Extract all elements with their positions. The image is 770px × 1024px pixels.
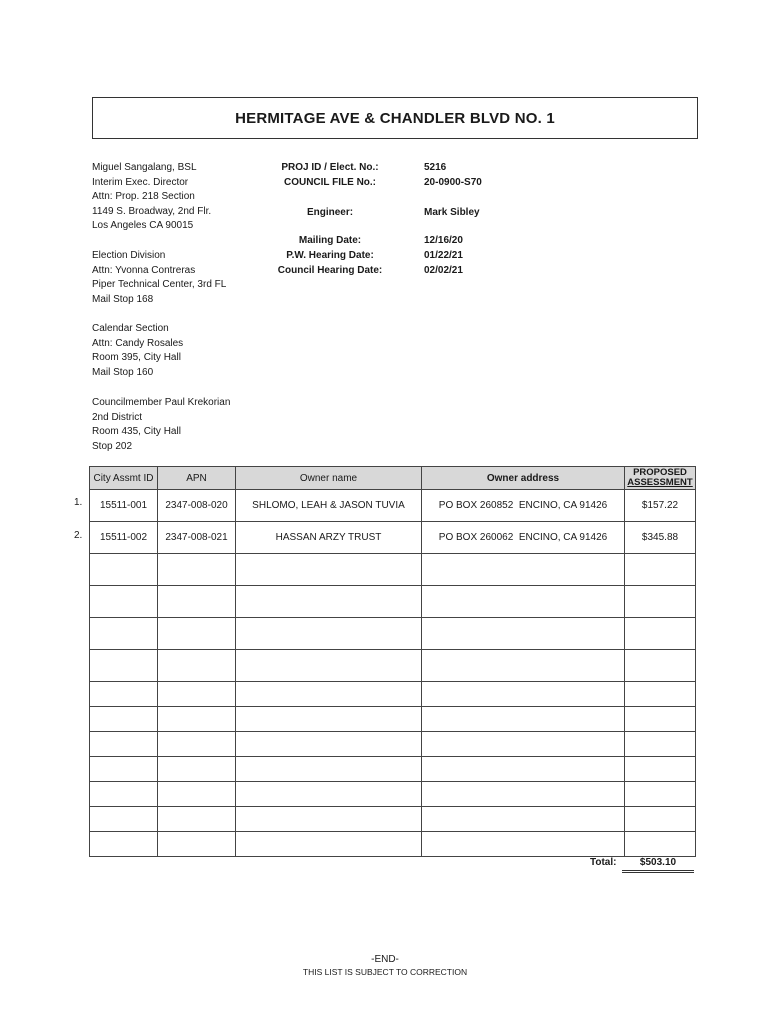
header-city-assmt-id: City Assmt ID [90,467,158,490]
table-row [90,522,696,554]
address-line: Interim Exec. Director [92,176,189,188]
cell-assessment: $157.22 [625,490,696,522]
header-owner-address-text: Owner address [486,472,560,484]
address-line: Stop 202 [92,440,133,452]
table-row-empty [90,618,696,650]
cell-owner-name: HASSAN ARZY TRUST [236,522,422,554]
table-row-empty [90,707,696,732]
header-proposed-assessment [625,467,696,490]
address-block-director [92,161,211,234]
total-value: $503.10 [622,857,694,873]
council-file-label: COUNCIL FILE No.: [283,177,377,188]
table-row [90,490,696,522]
proj-id-value: 5216 [424,162,447,173]
address-line: Attn: Yvonna Contreras [92,264,196,276]
council-file-value: 20-0900-S70 [424,177,482,188]
table-row-empty [90,807,696,832]
engineer-value: Mark Sibley [424,207,480,218]
table-row-empty [90,650,696,682]
table-row-empty [90,782,696,807]
address-line: Room 395, City Hall [92,352,181,364]
address-line: Councilmember Paul Krekorian [92,397,231,408]
engineer-label: Engineer: [306,207,354,218]
address-line: 1149 S. Broadway, 2nd Flr. [92,205,212,217]
table-row-empty [90,757,696,782]
council-hearing-value: 02/02/21 [424,265,463,276]
header-apn: APN [158,467,236,490]
cell-assessment: $345.88 [625,522,696,554]
address-line: 2nd District [92,411,143,423]
header-proposed-line1: PROPOSED [633,467,687,478]
mailing-date-label: Mailing Date: [298,235,362,246]
cell-owner-name: SHLOMO, LEAH & JASON TUVIA [236,490,422,522]
table-row-empty [90,732,696,757]
table-row-empty [90,832,696,857]
address-line: Election Division [92,250,166,261]
row-number: 1. [74,497,83,508]
pw-hearing-label: P.W. Hearing Date: [286,250,374,261]
row-number: 2. [74,530,83,541]
address-line: Piper Technical Center, 3rd FL [92,279,227,291]
cell-apn: 2347-008-021 [158,522,236,554]
address-line: Los Angeles CA 90015 [92,220,194,232]
address-block-calendar [92,322,183,380]
correction-note: THIS LIST IS SUBJECT TO CORRECTION [302,967,468,977]
address-block-councilmember [92,396,230,454]
mailing-date-value: 12/16/20 [424,235,463,246]
address-line: Room 435, City Hall [92,426,181,438]
table-row-empty [90,586,696,618]
header-owner-address [422,467,625,490]
address-block-election [92,249,226,307]
table-row-empty [90,682,696,707]
cell-owner-address: PO BOX 260062 ENCINO, CA 91426 [422,522,625,554]
address-line: Mail Stop 168 [92,293,154,305]
end-marker: -END- [371,954,399,965]
table-header-row [90,467,696,490]
total-label: Total: [590,857,617,868]
cell-apn: 2347-008-020 [158,490,236,522]
header-owner-name: Owner name [236,467,422,490]
document-title: HERMITAGE AVE & CHANDLER BLVD NO. 1 [92,97,698,139]
address-line: Calendar Section [92,323,169,334]
header-proposed-line2: ASSESSMENT [627,477,693,488]
address-line: Miguel Sangalang, BSL [92,162,197,173]
address-line: Attn: Prop. 218 Section [92,191,195,203]
table-row-empty [90,554,696,586]
address-line: Mail Stop 160 [92,366,154,378]
address-line: Attn: Candy Rosales [92,337,184,349]
council-hearing-label: Council Hearing Date: [277,265,383,276]
proj-id-label: PROJ ID / Elect. No.: [281,162,379,173]
cell-city-assmt-id: 15511-002 [90,522,158,554]
cell-owner-address: PO BOX 260852 ENCINO, CA 91426 [422,490,625,522]
assessment-table [89,466,696,857]
pw-hearing-value: 01/22/21 [424,250,463,261]
cell-city-assmt-id: 15511-001 [90,490,158,522]
